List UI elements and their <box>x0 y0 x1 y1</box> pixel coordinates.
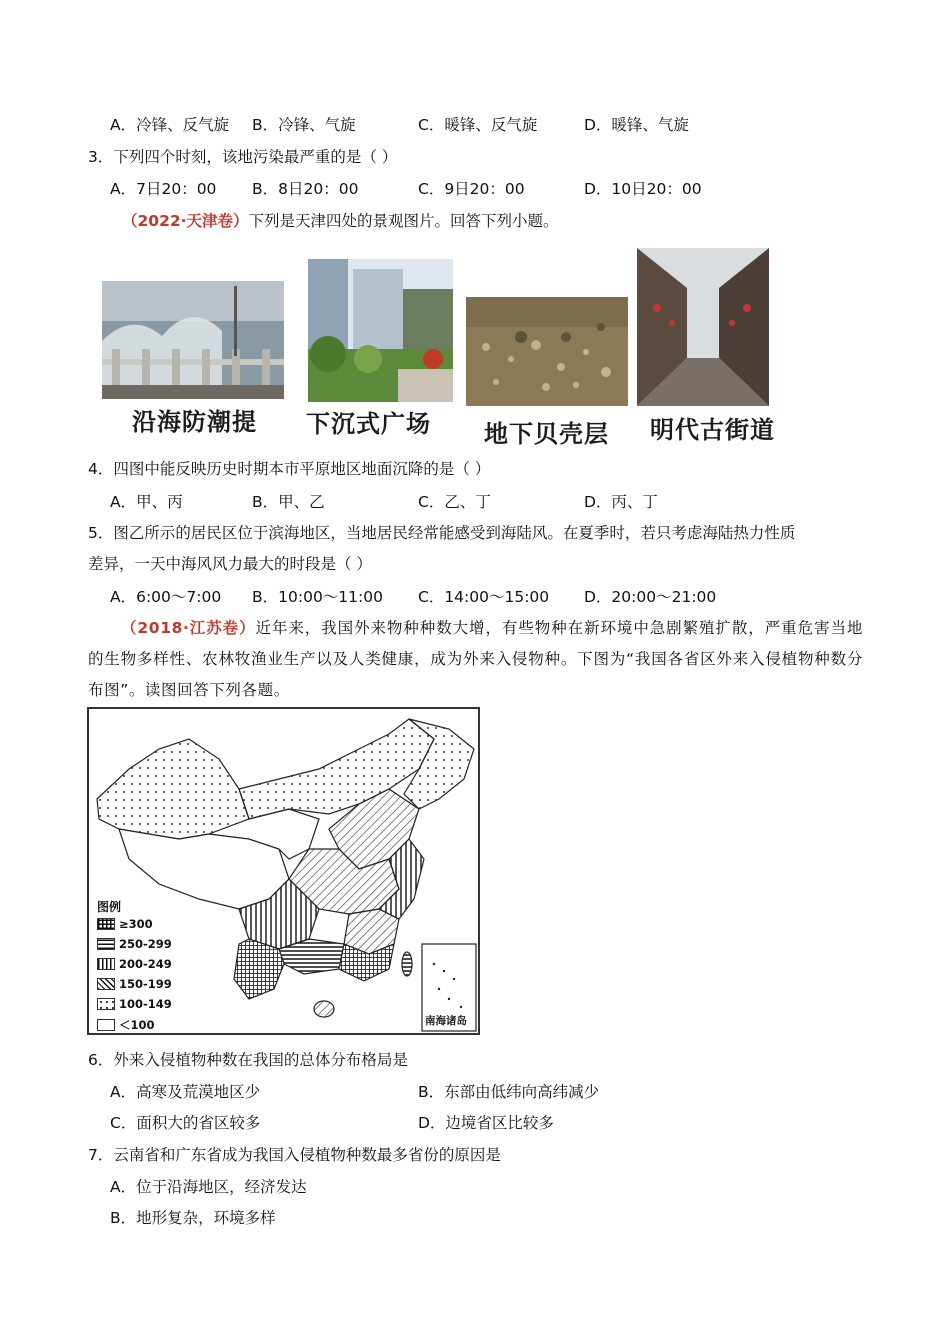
intro-tianjin <box>122 210 559 232</box>
q4-option-b: B．甲、乙 <box>252 493 325 511</box>
q5-option-b: B．10:00～11:00 <box>252 588 383 606</box>
legend-swatch <box>97 938 115 950</box>
q2-option-a: A．冷锋、反气旋 <box>110 116 230 134</box>
source-tag-jiangsu: （2018·江苏卷） <box>121 619 256 637</box>
q5-stem-line1: 5．图乙所示的居民区位于滨海地区，当地居民经常能感受到海陆风。在夏季时，若只考虑海陆热力性质 <box>88 524 796 542</box>
legend-swatch <box>97 998 115 1010</box>
plaza-photo <box>308 259 453 402</box>
legend-row-200 <box>97 957 172 971</box>
legend-row-150 <box>97 977 172 991</box>
legend-label: 150-199 <box>119 977 172 991</box>
legend-label: 100-149 <box>119 997 172 1011</box>
intro-jiangsu <box>88 613 863 706</box>
q3-option-d: D．10日20：00 <box>584 180 702 198</box>
q5-stem-line2: 差异，一天中海风风力最大的时段是（ ） <box>88 555 372 573</box>
q4-option-c: C．乙、丁 <box>418 493 491 511</box>
legend-swatch <box>97 978 115 990</box>
legend-label: 250-299 <box>119 937 172 951</box>
inset-label: 南海诸岛 <box>425 1015 467 1027</box>
q7-stem: 7．云南省和广东省成为我国入侵植物种数最多省份的原因是 <box>88 1146 501 1164</box>
q6-option-c: C．面积大的省区较多 <box>110 1114 261 1132</box>
shell-layer-photo <box>466 297 628 406</box>
legend-row-under100 <box>97 1017 155 1033</box>
seawall-photo <box>102 281 284 399</box>
intro-jiangsu-line1: 近年来，我国外来物种种数大增，有些物种在新环境中急剧繁殖扩散，严重危害当 <box>255 619 847 637</box>
q4-stem: 4．四图中能反映历史时期本市平原地区地面沉降的是（ ） <box>88 460 491 478</box>
old-street-photo <box>637 248 769 406</box>
intro-text: 下列是天津四处的景观图片。回答下列小题。 <box>248 212 559 230</box>
q2-option-d: D．暖锋、气旋 <box>584 116 689 134</box>
q2-option-b: B．冷锋、气旋 <box>252 116 356 134</box>
q3-option-c: C．9日20：00 <box>418 180 525 198</box>
q6-stem: 6．外来入侵植物种数在我国的总体分布格局是 <box>88 1051 408 1069</box>
legend-row-300plus <box>97 917 153 931</box>
legend-row-100 <box>97 997 172 1011</box>
legend-label: 200-249 <box>119 957 172 971</box>
q6-option-d: D．边境省区比较多 <box>418 1114 554 1132</box>
q3-option-a: A．7日20：00 <box>110 180 217 198</box>
source-tag: （2022·天津卷） <box>122 212 249 230</box>
q3-stem: 3．下列四个时刻，该地污染最严重的是（ ） <box>88 148 398 166</box>
caption-plaza: 下沉式广场 <box>306 410 431 438</box>
legend-label: ≥300 <box>119 917 153 931</box>
q2-option-c: C．暖锋、反气旋 <box>418 116 538 134</box>
q5-option-d: D．20:00～21:00 <box>584 588 717 606</box>
q6-option-a: A．高寒及荒漠地区少 <box>110 1083 261 1101</box>
q6-option-b: B．东部由低纬向高纬减少 <box>418 1083 600 1101</box>
legend-swatch <box>97 958 115 970</box>
legend-label: ＜100 <box>119 1018 155 1032</box>
caption-seawall: 沿海防潮提 <box>132 408 257 436</box>
legend-title: 图例 <box>97 900 122 914</box>
q5-option-c: C．14:00～15:00 <box>418 588 550 606</box>
caption-shell-layer: 地下贝壳层 <box>484 420 609 448</box>
q7-option-a: A．位于沿海地区，经济发达 <box>110 1178 307 1196</box>
intro-jiangsu-line3: 种数分布图”。读图回答下列各题。 <box>88 650 863 699</box>
legend-swatch <box>97 918 115 930</box>
q3-option-b: B．8日20：00 <box>252 180 359 198</box>
q4-option-a: A．甲、丙 <box>110 493 183 511</box>
intro-jiangsu-line2: 地的生物多样性、农林牧渔业生产以及人类健康，成为外来入侵物种。下图为“我国各省区外来入侵植物 <box>88 619 863 668</box>
china-invasive-plant-map <box>87 707 480 1035</box>
caption-old-street: 明代古街道 <box>650 416 775 444</box>
legend-swatch <box>97 1019 115 1031</box>
q5-option-a: A．6:00～7:00 <box>110 588 222 606</box>
q4-option-d: D．丙、丁 <box>584 493 658 511</box>
q7-option-b: B．地形复杂，环境多样 <box>110 1209 276 1227</box>
legend-row-250 <box>97 937 172 951</box>
